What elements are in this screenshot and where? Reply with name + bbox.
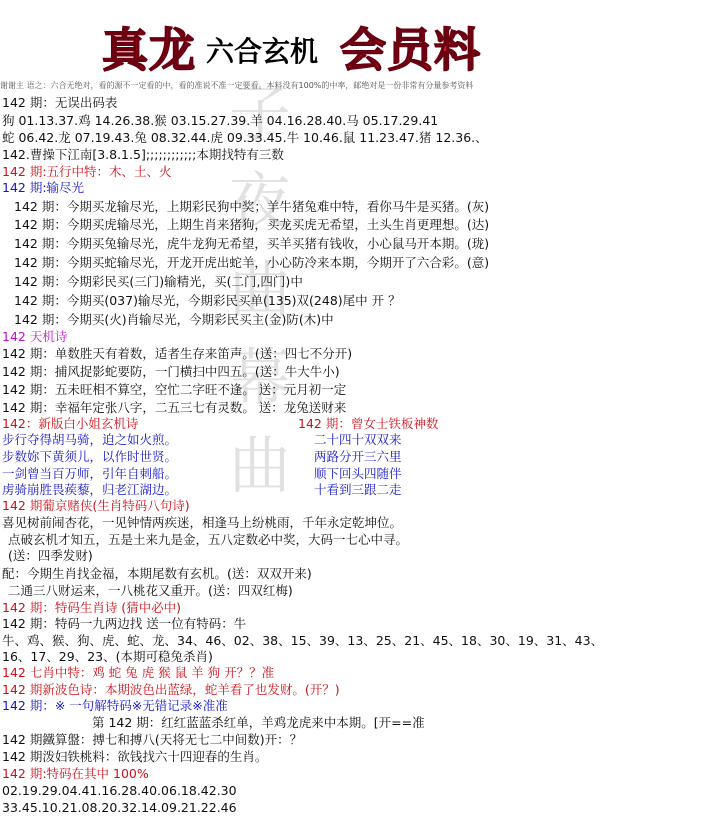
watermark-char: 曲 [228, 253, 291, 326]
watermark-char: 幕 [228, 341, 291, 414]
text-line: 142 期泼妇铁桃料：欲钱找六十四迎春的生肖。 [2, 749, 268, 764]
text-line: 142 期：今期买虎输尽光，上期生肖来猪狗，买龙买虎无希望，土头生肖更理想。(达) [14, 217, 490, 232]
text-line: 142 期：今期买(火)肖输尽光，今期彩民买主(金)防(木)中 [14, 312, 334, 327]
text-line: 第 142 期：红红蓝蓝杀红单，羊鸡龙虎来中本期。[开==准 [92, 715, 425, 730]
text-line: 142 期:特码在其中 100% [2, 766, 149, 781]
text-line: 狗 01.13.37.鸡 14.26.38.猴 03.15.27.39.羊 04.16.28.40.马 05.17.29.41 [2, 113, 439, 128]
text-line: (送：四季发财) [8, 548, 93, 563]
text-line: 点破玄机才知五，五是土来九是金，五八定数必中奖，大码一七心中寻。 [8, 532, 409, 547]
text-line: 顺下回头四随伴 [314, 466, 402, 481]
text-line: 142 天机诗 [2, 329, 68, 344]
text-line: 142 期：曾女士铁板神数 [298, 416, 439, 431]
text-line: 142 期：五未旺相不算空，空忙二字旺不逢。 送：元月初一定 [2, 382, 347, 397]
text-line: 142 期：单数胜天有着数，适者生存来笛声。(送：四七不分开) [2, 346, 353, 361]
text-line: 二十四十双双来 [314, 432, 402, 447]
text-line: 142：新版白小姐玄机诗 [2, 416, 139, 431]
text-line: 142 期：捕风捉影蛇要防，一门横扫中四五。(送：牛大牛小) [2, 364, 340, 379]
text-line: 142 期新波色诗：本期波色出蓝绿，蛇羊看了也发财。(开？) [2, 682, 340, 697]
text-line: 142 期：今期买龙输尽光，上期彩民狗中奖；羊牛猪兔难中特，看你马牛是买猪。(灰) [14, 199, 490, 214]
text-line: 步行夺得胡马骑，迫之如火煎。 [2, 432, 178, 447]
text-line: 喜见树前闹杏花，一见钟情两疾迷，相逢马上纷桃雨，千年永定乾坤位。 [2, 515, 403, 530]
disclaimer-notice: 谢谢主 语之：六合无绝对，看的源不一定看的中，看的准说不准一定要看。本料没有100%的中率，邮绝对是一份非常有分量参考资料 [0, 81, 474, 90]
text-line: 虏骑崩胜畏蒺藜，归老江湖边。 [2, 482, 178, 497]
text-line: 二通三八财运来，一八桃花又重开。(送：四双红梅) [8, 583, 293, 598]
text-line: 142 期葡京赌侠(生肖特码八句诗) [2, 498, 190, 513]
page-header [0, 0, 720, 78]
text-line: 142 期鐵算盤：搏七和搏八(天将无七二中间数)开：？ [2, 732, 303, 747]
text-line: 142 期：无误出码表 [2, 95, 118, 110]
text-line: 142 期:五行中特：木、土、火 [2, 164, 172, 179]
text-line: 142 期：特码一九两边找 送一位有特码：牛 [2, 616, 247, 631]
text-line: 十看到三跟二走 [314, 482, 402, 497]
text-line: 02.19.29.04.41.16.28.40.06.18.42.30 [2, 783, 237, 798]
text-line: 142 七肖中特：鸡 蛇 兔 虎 猴 鼠 羊 狗 开？？准 [2, 665, 275, 680]
text-line: 牛、鸡、猴、狗、虎、蛇、龙、34、46、02、38、15、39、13、25、21、45、18、30、19、31、43、 [2, 633, 604, 648]
text-line: 142 期：今期彩民买(三门)输精光，买(二门,四门)中 [14, 274, 303, 289]
title-sub: 六合玄机 [206, 35, 319, 68]
text-line: 142 期：※ 一句解特码※无错记录※准准 [2, 698, 228, 713]
text-line: 142.曹操下江南[3.8.1.5];;;;;;;;;;;;本期找特有三数 [2, 147, 284, 162]
text-line: 33.45.10.21.08.20.32.14.09.21.22.46 [2, 800, 237, 815]
text-line: 142 期：今期买(037)输尽光，今期彩民买单(135)双(248)尾中 开 ？ [14, 293, 401, 308]
text-line: 142 期：特码生肖诗 (猜中必中) [2, 600, 182, 615]
text-line: 142 期:输尽光 [2, 180, 85, 195]
watermark-char: 子 [228, 77, 291, 150]
text-line: 一剑曾当百万师，引年自刺船。 [2, 466, 178, 481]
text-line: 142 期：幸福年定张八字，二五三七有灵数。 送：龙兔送财来 [2, 400, 347, 415]
watermark-char: 夜 [228, 165, 291, 238]
title-tail: 会员料 [340, 23, 481, 77]
watermark-char: 曲 [228, 429, 291, 502]
text-line: 142 期：今期买蛇输尽光，开龙开虎出蛇羊，小心防冷来本期，今期开了六合彩。(意) [14, 255, 490, 270]
title-main: 真龙 [102, 23, 196, 77]
text-line: 两路分开三六里 [314, 449, 402, 464]
text-line: 142 期：今期买兔输尽光，虎牛龙狗无希望，买羊买猪有钱收，小心鼠马开本期。(珑) [14, 236, 490, 251]
text-line: 16、17、29、23、(本期可稳兔杀肖) [2, 649, 213, 664]
text-line: 蛇 06.42.龙 07.19.43.兔 08.32.44.虎 09.33.45.牛 10.46.鼠 11.23.47.猪 12.36.、 [2, 130, 488, 145]
text-line: 步数妳下黄须儿，以作时世贤。 [2, 449, 178, 464]
text-line: 配：今期生肖找金福，本期尾数有玄机。(送：双双开来) [2, 566, 312, 581]
